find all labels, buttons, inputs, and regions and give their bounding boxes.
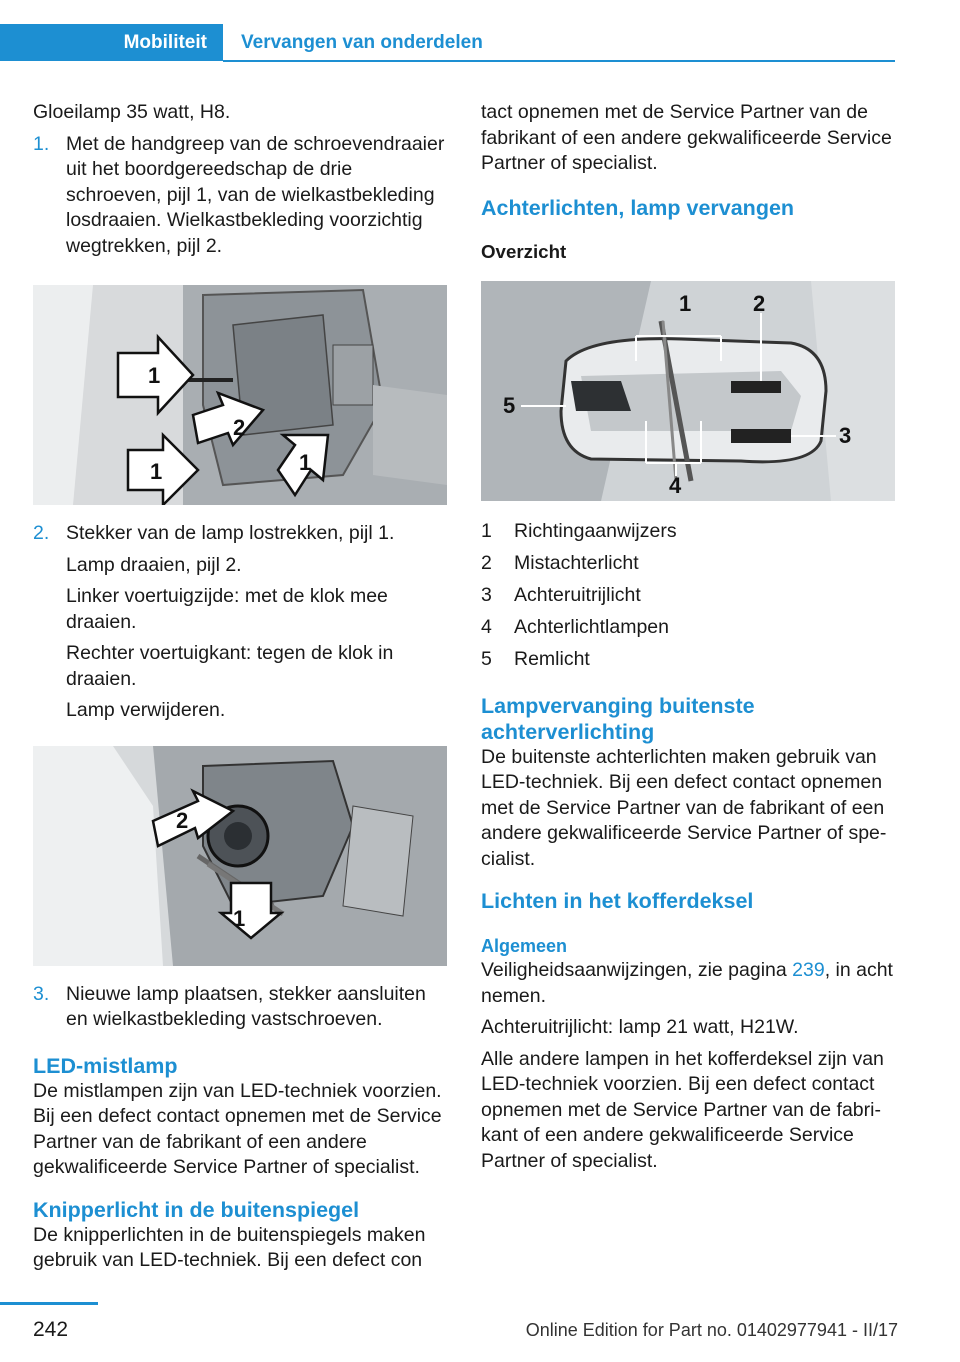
fig3-label-3: 3: [839, 422, 852, 448]
fig2-label-2: 2: [176, 807, 189, 833]
other-lamps-text: Alle andere lampen in het kofferdeksel zijn van LED-techniek voorzien. Bij een defect contact opnemen met de Service Partner van de fabrikant of een andere gekwalificeerde Service Partner of specialist.: [481, 1047, 884, 1172]
legend-label: Achteruitrijlicht: [514, 583, 641, 606]
legend-number: 1: [481, 519, 492, 542]
heading-overzicht: Overzicht: [481, 240, 567, 262]
step-text: Met de handgreep van de schroevendraaier uit het boordgereedschap de drie schroeven, pijl 1, van de wielkastbekleding losdraaien. Wielkastbekleding voorzichtig wegtrekken, pijl 2.: [66, 132, 445, 257]
legend-number: 5: [481, 647, 492, 670]
header-tabs: [0, 24, 483, 61]
heading-kofferdeksel: Lichten in het kofferdeksel: [481, 889, 754, 913]
legend-item: [481, 611, 895, 643]
safety-text-prefix: Veiligheidsaanwijzingen, zie pagina: [481, 959, 793, 981]
legend-item: [481, 643, 895, 675]
fig3-label-2: 2: [753, 290, 766, 316]
continued-text: tact opnemen met de Service Partner van de fabrikant of een andere gekwalificeerde Service Partner of specialist.: [481, 101, 892, 174]
step-number: 3.: [33, 982, 50, 1005]
heading-knipperlicht: Knipperlicht in de buitenspiegel: [33, 1197, 360, 1222]
legend-label: Remlicht: [514, 647, 590, 670]
page-number: 242: [33, 1318, 69, 1341]
legend-label: Achterlichtlampen: [514, 615, 669, 638]
step-number: 2.: [33, 522, 50, 544]
reverse-light-text: Achteruitrijlicht: lamp 21 watt, H21W.: [481, 1016, 799, 1038]
page-239-link[interactable]: 239: [792, 959, 825, 981]
legend-list: [481, 515, 895, 675]
legend-number: 4: [481, 615, 492, 638]
fig3-label-1: 1: [679, 290, 692, 316]
step-text: Stekker van de lamp lostrekken, pijl 1.: [66, 522, 395, 544]
safety-text: [481, 958, 895, 1009]
heading-led-mistlamp: LED-mistlamp: [33, 1053, 178, 1078]
heading-lampvervanging: Lampvervanging buitenste achterverlichting: [481, 693, 755, 744]
intro-text: Gloeilamp 35 watt, H8.: [33, 101, 231, 123]
legend-label: Mistachterlicht: [514, 551, 639, 574]
header-divider: [223, 60, 895, 62]
fig3-label-4: 4: [669, 472, 682, 498]
fig3-label-5: 5: [503, 392, 516, 418]
tab-vervangen-onderdelen[interactable]: Vervangen van onderdelen: [241, 32, 483, 53]
figure-wheel-arch-screws: [33, 285, 447, 505]
outer-lights-text: De buitenste achterlichten maken gebruik van LED-techniek. Bij een defect contact opnemen met de Service Partner van de fabrikant of een andere gekwalificeerde Service Partner of specialist.: [481, 745, 887, 870]
fig1-label-2: 2: [233, 415, 246, 440]
figure-lamp-connector: [33, 746, 447, 966]
step-text: Linker voertuigzijde: met de klok mee draaien.: [66, 585, 388, 633]
legend-label: Richtingaanwijzers: [514, 519, 677, 542]
step-number: 1.: [33, 132, 50, 155]
legend-item: [481, 579, 895, 611]
step-text: Lamp verwijderen.: [66, 699, 226, 721]
footer-divider: [0, 1302, 98, 1305]
step-text: Rechter voertuigkant: tegen de klok in draaien.: [66, 642, 394, 690]
legend-item: [481, 547, 895, 579]
blink-text: De knipperlichten in de buitenspiegels maken gebruik van LED-techniek. Bij een defect con: [33, 1223, 426, 1271]
footer-edition: Online Edition for Part no. 01402977941 - II/17: [525, 1320, 898, 1340]
legend-item: [481, 515, 895, 547]
legend-number: 3: [481, 583, 492, 606]
heading-achterlichten: Achterlichten, lamp vervangen: [481, 195, 795, 220]
tab-mobiliteit[interactable]: Mobiliteit: [0, 24, 223, 61]
right-column: [481, 100, 895, 1180]
heading-algemeen: Algemeen: [481, 936, 568, 956]
step-1: [33, 132, 447, 266]
fig1-label-4: 1: [299, 450, 312, 475]
step-text: Lamp draaien, pijl 2.: [66, 553, 242, 576]
step-3: [33, 982, 447, 1039]
led-text: De mistlampen zijn van LED-techniek voorzien. Bij een defect contact opnemen met de Service Partner van de fabrikant of een andere gekwalificeerde Service Partner of specialist.: [33, 1079, 442, 1178]
fig1-label-1: 1: [148, 363, 161, 388]
safety-text-suffix: , in acht nemen.: [481, 959, 893, 1007]
left-column: [33, 100, 447, 1280]
legend-number: 2: [481, 551, 492, 574]
figure-tail-light-overview: [481, 281, 895, 501]
step-text: Nieuwe lamp plaatsen, stekker aansluiten en wielkastbekleding vastschroeven.: [66, 982, 426, 1030]
step-2: [33, 521, 447, 730]
fig1-label-3: 1: [150, 459, 163, 484]
fig2-label-1: 1: [233, 905, 246, 931]
